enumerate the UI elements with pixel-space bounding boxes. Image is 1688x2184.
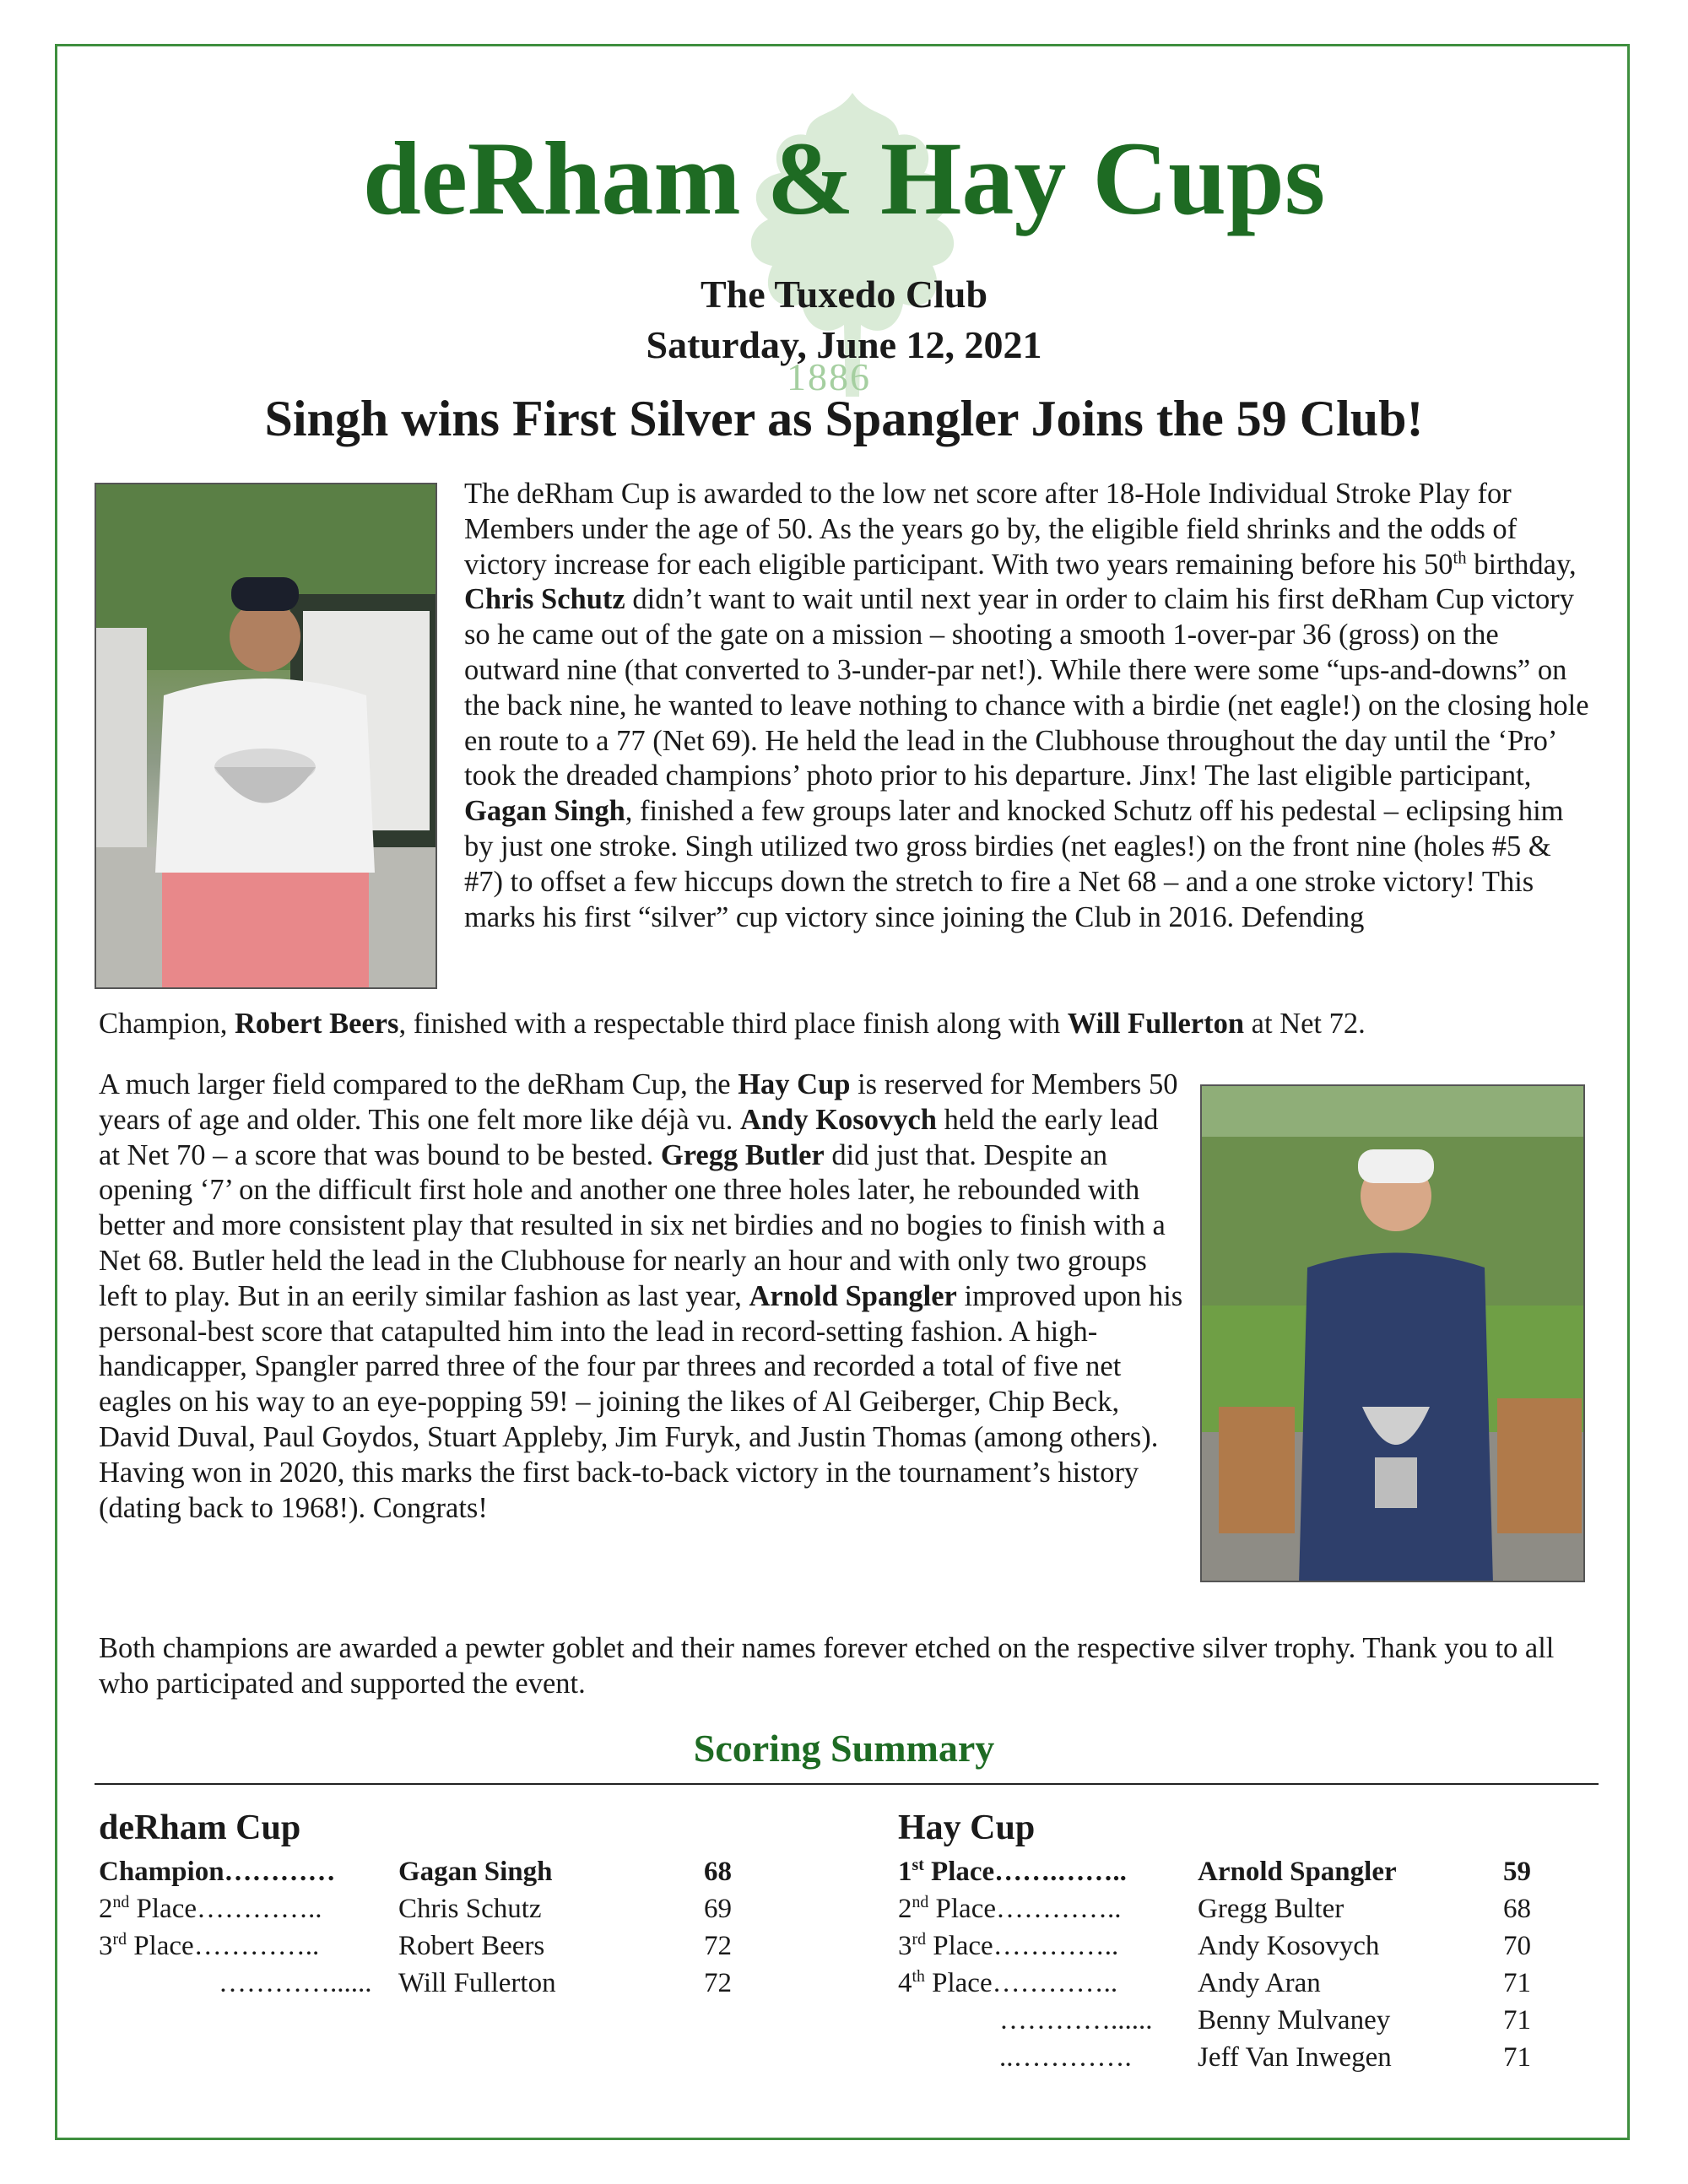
player-name: Chris Schutz (398, 1894, 542, 1924)
net-score: 72 (704, 1931, 732, 1961)
watermark-year: 1886 (787, 355, 871, 398)
table-row (99, 1965, 740, 2002)
player-name: Gregg Butler (660, 1138, 825, 1171)
table-row (898, 1890, 1556, 1927)
place-number: 2 (99, 1894, 113, 1924)
net-score: 71 (1503, 2005, 1531, 2035)
place-number: 3 (898, 1931, 912, 1961)
player-name: Arnold Spangler (749, 1279, 957, 1312)
place-number: 1 (898, 1857, 912, 1887)
place-label: ..…………. (999, 2042, 1132, 2073)
player-name: Andy Kosovych (740, 1103, 937, 1136)
place-label (898, 1890, 1122, 1927)
place-label: Champion………… (99, 1857, 336, 1887)
player-name: Chris Schutz (464, 583, 625, 616)
place-rest: Place………….. (126, 1931, 320, 1961)
story-text: birthday, (1466, 548, 1577, 581)
story-text: A much larger field compared to the deRham Cup, the (99, 1068, 738, 1100)
story-text: at Net 72. (1244, 1008, 1366, 1040)
table-row (99, 1927, 740, 1965)
player-name: Robert Beers (398, 1931, 545, 1961)
place-number: 2 (898, 1894, 912, 1924)
club-name: The Tuxedo Club (700, 273, 988, 316)
place-suffix: nd (912, 1893, 929, 1911)
headline: Singh wins First Silver as Spangler Joins the 59 Club! (264, 391, 1424, 446)
story-text: The deRham Cup is awarded to the low net score after 18-Hole Individual Stroke Play for Members under the age of 50. As the years go by, the eligible field shrinks and the odds of victory increase for each eligible participant. With two years remaining before his 50 (464, 478, 1518, 581)
net-score: 59 (1503, 1857, 1531, 1887)
place-rest: Place…….…….. (923, 1857, 1127, 1887)
place-label (898, 1927, 1118, 1965)
player-name: Gagan Singh (464, 795, 625, 828)
place-label (99, 1890, 322, 1927)
event-date: Saturday, June 12, 2021 (646, 323, 1042, 366)
table-row (99, 1853, 740, 1890)
place-rest: Place………….. (924, 1968, 1118, 1998)
table-row (898, 1927, 1556, 1965)
cup-name: Hay Cup (738, 1068, 851, 1100)
scoring-summary-title: Scoring Summary (693, 1727, 995, 1770)
derham-story-continuation (99, 1007, 1601, 1042)
table-row (898, 2002, 1556, 2039)
net-score: 68 (1503, 1894, 1531, 1924)
player-name: Will Fullerton (398, 1968, 556, 1998)
place-suffix: rd (112, 1930, 127, 1949)
place-suffix: nd (112, 1893, 130, 1911)
player-name: Gagan Singh (398, 1857, 553, 1887)
page-title: deRham & Hay Cups (362, 121, 1326, 236)
table-row (898, 2039, 1556, 2076)
place-number: 3 (99, 1931, 113, 1961)
net-score: 69 (704, 1894, 732, 1924)
table-row (898, 1853, 1556, 1890)
place-number: 4 (898, 1968, 912, 1998)
place-label (99, 1927, 319, 1965)
player-name: Benny Mulvaney (1198, 2005, 1391, 2035)
net-score: 72 (704, 1968, 732, 1998)
player-name: Andy Kosovych (1198, 1931, 1380, 1961)
player-name: Jeff Van Inwegen (1198, 2042, 1392, 2073)
hay-story-paragraph (99, 1068, 1183, 1526)
table-row (99, 1890, 740, 1927)
derham-story-paragraph (464, 477, 1595, 935)
story-text: held the early lead at Net 70 – a score that was bound to be bested. (99, 1103, 1159, 1171)
net-score: 70 (1503, 1931, 1531, 1961)
player-name: Arnold Spangler (1198, 1857, 1397, 1887)
place-suffix: th (912, 1967, 925, 1986)
hay-champion-photo (1200, 1084, 1585, 1582)
story-text: improved upon his personal-best score that catapulted him into the lead in record-setting fashion. A high-handicapper, Spangler parred three of the four par threes and recorded a total of five net eagles on his way to an eye-popping 59! – joining the likes of Al Geiberger, Chip Beck, David Duval, Paul Goydos, Stuart Appleby, Jim Furyk, and Justin Thomas (among others). Having won in 2020, this marks the first back-to-back victory in the tournament’s history (dating back to 1968!). Congrats! (99, 1279, 1183, 1524)
place-suffix: st (912, 1856, 924, 1874)
story-text: did just that. Despite an opening ‘7’ on the difficult first hole and another one three holes later, he rebounded with better and more consistent play that resulted in six net birdies and no bogies to finish with a Net 68. Butler held the lead in the Clubhouse for nearly an hour and with only two groups left to play. But in an eerily similar fashion as last year, (99, 1138, 1166, 1312)
place-suffix: rd (912, 1930, 926, 1949)
story-text: didn’t want to wait until next year in order to claim his first deRham Cup victory so he came out of the gate on a mission – shooting a smooth 1-over-par 36 (gross) on the outward nine (that converted to 3-under-par net!). While there were some “ups-and-downs” on the back nine, he wanted to leave nothing to chance with a birdie (net eagle!) on the closing hole en route to a 77 (Net 69). He held the lead in the Clubhouse throughout the day until the ‘Pro’ took the dreaded champions’ photo prior to his departure. Jinx! The last eligible participant, (464, 583, 1589, 792)
place-label: …………...... (999, 2005, 1153, 2035)
place-label (898, 1853, 1127, 1890)
hay-cup-heading: Hay Cup (898, 1808, 1036, 1847)
place-label: …………...... (219, 1968, 372, 1998)
player-name: Robert Beers (235, 1008, 399, 1040)
player-name: Andy Aran (1198, 1968, 1321, 1998)
derham-cup-heading: deRham Cup (99, 1808, 301, 1847)
net-score: 71 (1503, 1968, 1531, 1998)
player-name: Will Fullerton (1067, 1008, 1245, 1040)
derham-champion-photo (95, 483, 437, 989)
story-text: is reserved for Members 50 years of age and older. This one felt more like déjà vu. (99, 1068, 1178, 1136)
net-score: 68 (704, 1857, 732, 1887)
place-rest: Place………….. (925, 1931, 1119, 1961)
place-rest: Place………….. (129, 1894, 322, 1924)
place-label (898, 1965, 1117, 2002)
story-text: , finished a few groups later and knocked Schutz off his pedestal – eclipsing him by just one stroke. Singh utilized two gross birdies (net eagles!) on the front nine (holes #5 & #7) to offset a few hiccups down the stretch to fire a Net 68 – and a one stroke victory! This marks his first “silver” cup victory since joining the Club in 2016. Defending (464, 795, 1564, 933)
table-row (898, 1965, 1556, 2002)
story-superscript: th (1453, 549, 1467, 568)
player-name: Gregg Bulter (1198, 1894, 1344, 1924)
place-rest: Place………….. (928, 1894, 1122, 1924)
story-text: , finished with a respectable third place finish along with (398, 1008, 1068, 1040)
net-score: 71 (1503, 2042, 1531, 2073)
divider (95, 1783, 1599, 1785)
closing-paragraph: Both champions are awarded a pewter goblet and their names forever etched on the respective silver trophy. Thank you to all who participated and supported the event. (99, 1632, 1555, 1700)
story-text: Champion, (99, 1008, 235, 1040)
